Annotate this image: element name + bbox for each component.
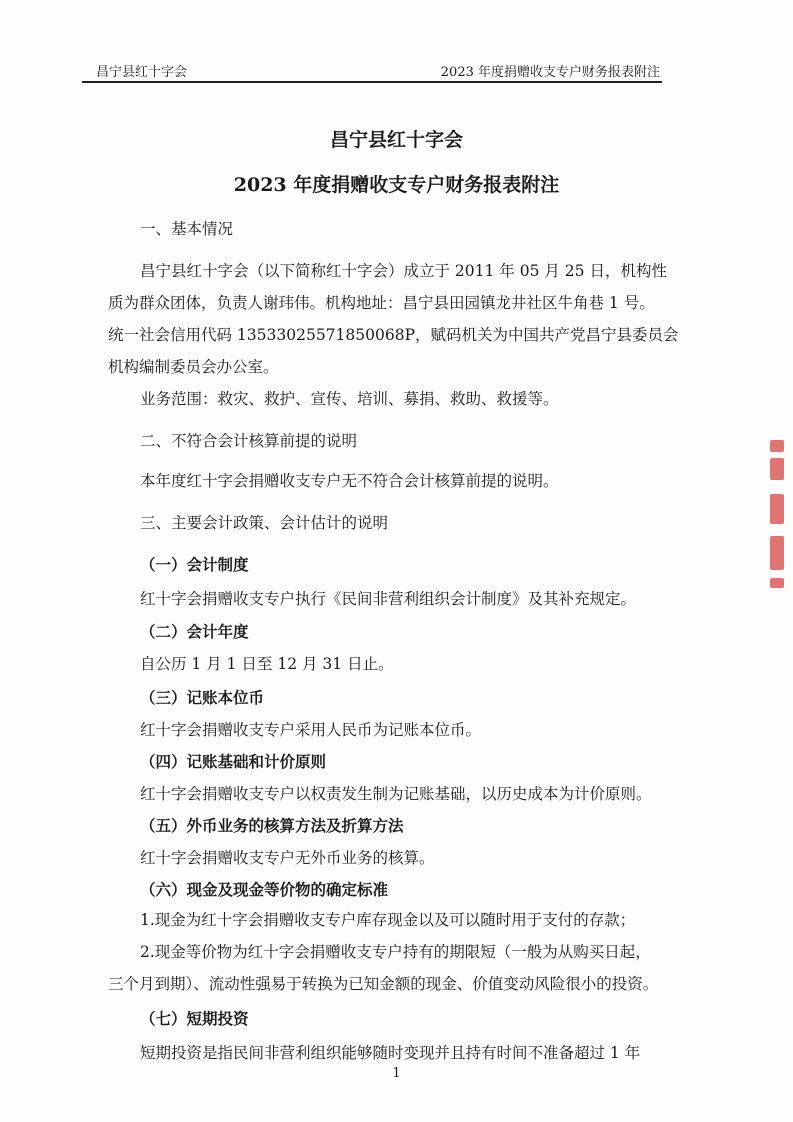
document-title-report: 2023 年度捐赠收支专户财务报表附注 — [233, 174, 560, 196]
page-number: 1 — [392, 1066, 401, 1081]
subsection-6-item-2-continued: 三个月到期）、流动性强易于转换为已知金额的现金、价值变动风险很小的投资。 — [108, 975, 659, 993]
subsection-2-text: 自公历 1 月 1 日至 12 月 31 日止。 — [140, 655, 394, 673]
section-3-heading: 三、主要会计政策、会计估计的说明 — [140, 514, 389, 532]
header-divider — [82, 81, 662, 83]
seal-stamp-edge — [764, 440, 790, 590]
subsection-4-text: 红十字会捐赠收支专户以权责发生制为记账基础，以历史成本为计价原则。 — [140, 785, 652, 803]
subsection-1-text: 红十字会捐赠收支专户执行《民间非营利组织会计制度》及其补充规定。 — [140, 590, 637, 608]
subsection-4-heading: （四）记账基础和计价原则 — [140, 752, 327, 771]
subsection-5-text: 红十字会捐赠收支专户无外币业务的核算。 — [140, 849, 435, 867]
subsection-6-item-2: 2.现金等价物为红十字会捐赠收支专户持有的期限短（一般为从购买日起， — [140, 943, 651, 961]
section-2-paragraph: 本年度红十字会捐赠收支专户无不符合会计核算前提的说明。 — [140, 472, 559, 490]
section-1-heading: 一、基本情况 — [140, 220, 234, 238]
document-title-org: 昌宁县红十字会 — [329, 129, 463, 151]
header-doc-title: 2023 年度捐赠收支专户财务报表附注 — [440, 65, 660, 80]
subsection-6-heading: （六）现金及现金等价物的确定标准 — [140, 880, 389, 899]
subsection-2-heading: （二）会计年度 — [140, 622, 249, 641]
section-1-paragraph-line: 昌宁县红十字会（以下简称红十字会）成立于 2011 年 05 月 25 日，机构性 — [140, 262, 667, 280]
section-1-paragraph-line: 统一社会信用代码 13533025571850068P，赋码机关为中国共产党昌宁县委员会 — [108, 326, 679, 344]
section-1-paragraph-line: 质为群众团体，负责人谢玮伟。机构地址：昌宁县田园镇龙井社区牛角巷 1 号。 — [108, 294, 655, 312]
section-1-paragraph-line: 机构编制委员会办公室。 — [108, 358, 279, 376]
business-scope: 业务范围：救灾、救护、宣传、培训、募捐、救助、救援等。 — [140, 390, 559, 408]
subsection-7-heading: （七）短期投资 — [140, 1009, 249, 1028]
subsection-5-heading: （五）外币业务的核算方法及折算方法 — [140, 816, 404, 835]
header-org-name: 昌宁县红十字会 — [96, 65, 188, 80]
running-header — [96, 64, 660, 82]
subsection-3-text: 红十字会捐赠收支专户采用人民币为记账本位币。 — [140, 721, 482, 739]
subsection-1-heading: （一）会计制度 — [140, 555, 249, 574]
subsection-3-heading: （三）记账本位币 — [140, 688, 265, 707]
section-2-heading: 二、不符合会计核算前提的说明 — [140, 432, 358, 450]
subsection-7-text: 短期投资是指民间非营利组织能够随时变现并且持有时间不准备超过 1 年 — [140, 1044, 641, 1062]
subsection-6-item-1: 1.现金为红十字会捐赠收支专户库存现金以及可以随时用于支付的存款； — [140, 911, 636, 929]
